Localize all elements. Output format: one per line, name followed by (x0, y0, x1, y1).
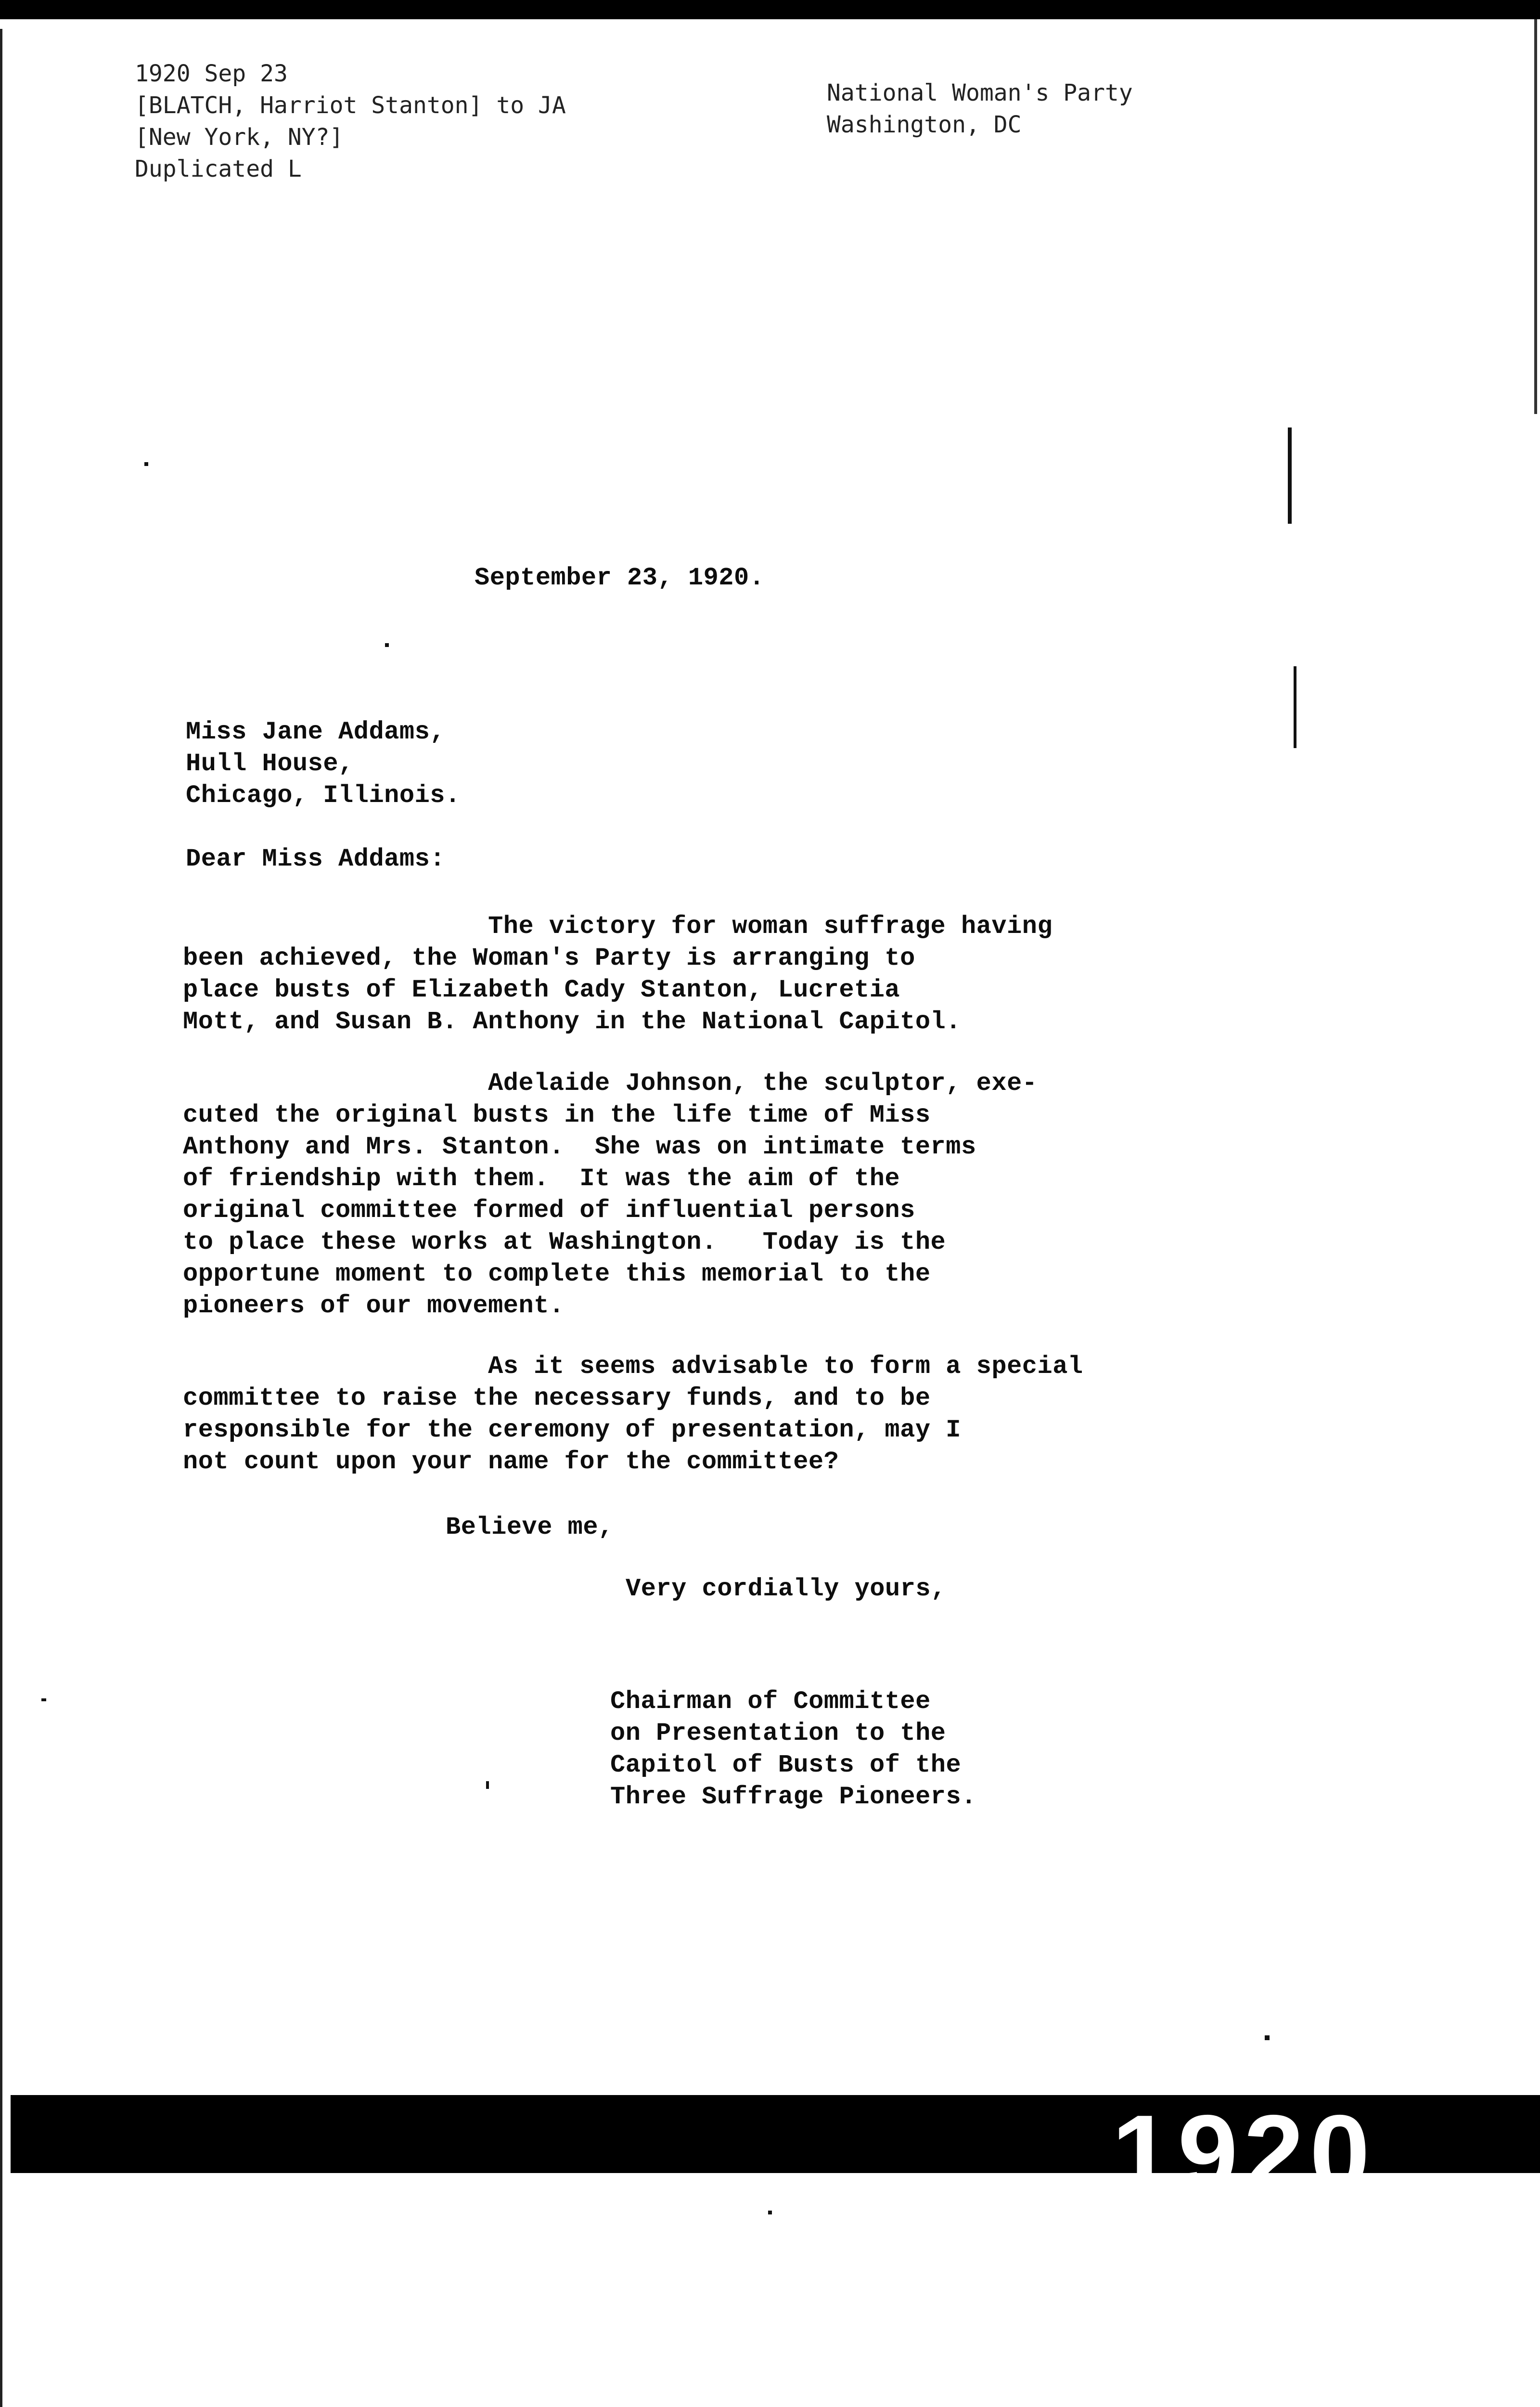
scan-speck (1265, 2035, 1270, 2040)
text-line: original committee formed of influential persons (183, 1196, 915, 1225)
body-paragraph-1 (183, 911, 1052, 1038)
addressee-city: Chicago, Illinois. (186, 781, 461, 810)
archive-source (827, 77, 1133, 141)
archive-format: Duplicated L (135, 155, 302, 182)
addressee-block (186, 716, 461, 812)
text-line: of friendship with them. It was the aim of the (183, 1165, 900, 1193)
body-paragraph-3 (183, 1351, 1083, 1478)
scan-speck (1288, 427, 1292, 524)
text-line: responsible for the ceremony of presentation, may I (183, 1416, 961, 1444)
text-line: place busts of Elizabeth Cady Stanton, Lucretia (183, 976, 900, 1004)
letter-date: September 23, 1920. (475, 564, 765, 592)
archive-place: [New York, NY?] (135, 124, 344, 151)
text-line: opportune moment to complete this memorial to the (183, 1260, 931, 1288)
signature-line: Three Suffrage Pioneers. (610, 1783, 976, 1811)
text-line: Adelaide Johnson, the sculptor, exe- (183, 1069, 1038, 1098)
text-line: committee to raise the necessary funds, and to be (183, 1384, 931, 1412)
archive-correspondents: [BLATCH, Harriot Stanton] to JA (135, 92, 566, 119)
signature-line: Capitol of Busts of the (610, 1751, 962, 1779)
salutation: Dear Miss Addams: (186, 845, 445, 873)
text-line: pioneers of our movement. (183, 1292, 565, 1320)
text-line: As it seems advisable to form a special (183, 1352, 1083, 1381)
text-line: been achieved, the Woman's Party is arranging to (183, 944, 915, 972)
addressee-name: Miss Jane Addams, (186, 718, 445, 746)
archive-date: 1920 Sep 23 (135, 60, 288, 87)
signature-line: on Presentation to the (610, 1719, 946, 1747)
complimentary-close: Very cordially yours, (626, 1575, 946, 1603)
scan-speck (768, 2211, 772, 2214)
scan-speck (41, 1698, 46, 1701)
addressee-institution: Hull House, (186, 750, 354, 778)
signature-block (610, 1686, 976, 1813)
text-line: Mott, and Susan B. Anthony in the National Capitol. (183, 1008, 961, 1036)
scan-speck (144, 462, 148, 466)
text-line: cuted the original busts in the life time of Miss (183, 1101, 931, 1129)
body-paragraph-2 (183, 1068, 1037, 1322)
text-line: to place these works at Washington. Today is the (183, 1228, 946, 1256)
text-line: The victory for woman suffrage having (183, 912, 1053, 941)
scan-right-edge (1534, 19, 1537, 414)
source-city: Washington, DC (827, 111, 1022, 138)
scan-speck (486, 1781, 489, 1789)
scan-top-border (0, 0, 1540, 19)
signature-line: Chairman of Committee (610, 1687, 931, 1716)
footer-year: 1920 (1112, 2092, 1376, 2213)
scan-left-edge (0, 29, 2, 2407)
closing-line: Believe me, (446, 1513, 614, 1541)
scan-speck (1294, 666, 1296, 748)
archive-metadata (135, 58, 566, 185)
scan-speck (385, 643, 389, 647)
text-line: Anthony and Mrs. Stanton. She was on intimate terms (183, 1133, 976, 1161)
text-line: not count upon your name for the committee? (183, 1448, 839, 1476)
source-organization: National Woman's Party (827, 79, 1133, 106)
